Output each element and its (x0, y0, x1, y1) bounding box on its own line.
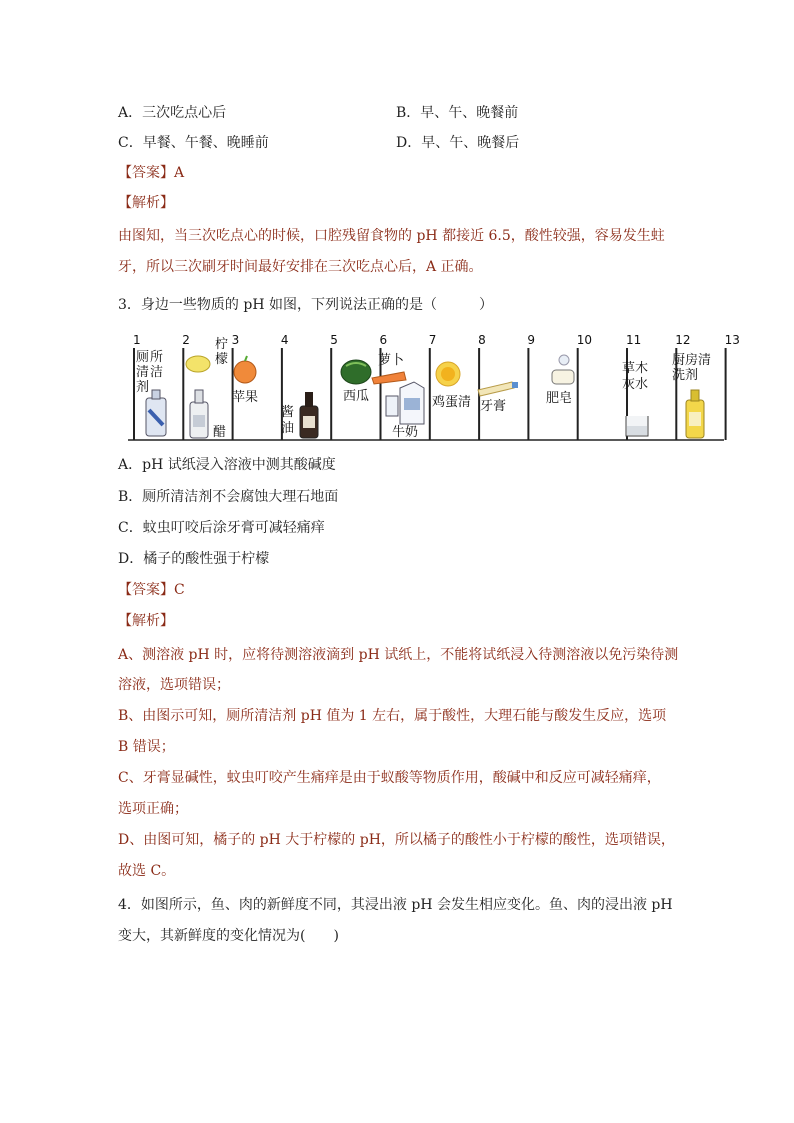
vinegar-label: 醋 (213, 425, 227, 440)
q3-analysis-line-3: B、由图示可知，厕所清洁剂 pH 值为 1 左右，属于酸性，大理石能与酸发生反应，选项 (118, 708, 667, 724)
apple-icon (234, 356, 256, 383)
milk-label: 牛奶 (392, 425, 419, 440)
beaker-icon (626, 416, 648, 436)
q4-stem-line-1: 4．如图所示，鱼、肉的新鲜度不同，其浸出液 pH 会发生相应变化。鱼、肉的浸出液 pH (118, 897, 673, 913)
q3-analysis-line-8: 故选 C。 (118, 863, 176, 879)
q4-stem-line-2: 变大，其新鲜度的变化情况为( ) (118, 928, 339, 944)
ph-tick-label-9: 9 (527, 333, 536, 347)
ph-tick-label-8: 8 (478, 333, 486, 347)
toilet-cleaner-label-5: 剂 (136, 380, 150, 395)
q2-option-c: C．早餐、午餐、晚睡前 (118, 135, 269, 151)
q3-analysis-label: 【解析】 (118, 613, 174, 629)
q3-option-b: B．厕所清洁剂不会腐蚀大理石地面 (118, 489, 339, 505)
ph-tick-label-13: 13 (724, 333, 740, 347)
milk-carton-icon (386, 382, 424, 424)
radish-label: 萝卜 (378, 353, 405, 368)
toilet-cleaner-bottle-icon (146, 390, 166, 436)
lemon-icon (186, 356, 210, 372)
ph-tick-label-6: 6 (379, 333, 388, 347)
toilet-cleaner-label-4: 洁 (150, 365, 164, 380)
q3-option-d: D．橘子的酸性强于柠檬 (118, 551, 270, 567)
q2-option-d: D．早、午、晚餐后 (396, 135, 520, 151)
ph-tick-label-4: 4 (280, 333, 289, 347)
ph-tick-label-11: 11 (626, 333, 642, 347)
ph-tick-label-1: 1 (133, 333, 141, 347)
ph-tick-label-10: 10 (576, 333, 592, 347)
ash-water-label-1: 草木 (622, 361, 649, 376)
kitchen-cleaner-label-2: 洗剂 (672, 368, 699, 383)
kitchen-cleaner-label-1: 厨房清 (672, 353, 712, 368)
egg-white-label: 鸡蛋清 (432, 395, 472, 410)
ph-tick-label-2: 2 (182, 333, 190, 347)
ph-tick-label-5: 5 (330, 333, 338, 347)
lemon-label-2: 檬 (215, 352, 229, 367)
q3-analysis-line-1: A、测溶液 pH 时，应将待测溶液滴到 pH 试纸上，不能将试纸浸入待测溶液以免污染待测 (118, 647, 679, 663)
q3-answer: 【答案】C (118, 582, 185, 598)
ph-tick-label-3: 3 (231, 333, 240, 347)
toothpaste-label: 牙膏 (480, 399, 507, 414)
watermelon-label: 西瓜 (343, 389, 370, 404)
watermelon-icon (341, 360, 371, 384)
apple-label: 苹果 (232, 390, 259, 405)
toothpaste-icon (478, 382, 518, 396)
q2-option-b: B．早、午、晚餐前 (396, 105, 519, 121)
egg-icon (436, 362, 460, 386)
soap-icon (552, 355, 574, 384)
q3-analysis-line-2: 溶液，选项错误； (118, 677, 230, 693)
kitchen-cleaner-bottle-icon (686, 390, 704, 438)
soy-sauce-label-2: 油 (281, 421, 295, 436)
ph-scale-figure (128, 330, 740, 442)
q2-option-a: A．三次吃点心后 (118, 105, 227, 121)
soy-sauce-bottle-icon (300, 392, 318, 438)
vinegar-bottle-icon (190, 390, 208, 438)
q3-analysis-line-4: B 错误； (118, 739, 175, 755)
radish-icon (372, 372, 406, 384)
lemon-label-1: 柠 (215, 337, 229, 352)
q2-analysis-line-2: 牙，所以三次刷牙时间最好安排在三次吃点心后，A 正确。 (118, 259, 483, 275)
ph-tick-label-12: 12 (675, 333, 691, 347)
q2-analysis-label: 【解析】 (118, 195, 174, 211)
q3-option-c: C．蚊虫叮咬后涂牙膏可减轻痛痒 (118, 520, 325, 536)
q3-analysis-line-6: 选项正确； (118, 801, 188, 817)
soy-sauce-label-1: 酱 (281, 405, 295, 420)
q3-option-a: A．pH 试纸浸入溶液中测其酸碱度 (118, 457, 336, 473)
q3-stem: 3．身边一些物质的 pH 如图，下列说法正确的是（ ） (118, 297, 493, 313)
toilet-cleaner-label-1: 厕 (136, 350, 150, 365)
ph-tick-label-7: 7 (428, 333, 437, 347)
q2-answer: 【答案】A (118, 165, 185, 181)
q3-analysis-line-5: C、牙膏显碱性，蚊虫叮咬产生痛痒是由于蚁酸等物质作用，酸碱中和反应可减轻痛痒， (118, 770, 661, 786)
q3-analysis-line-7: D、由图可知，橘子的 pH 大于柠檬的 pH，所以橘子的酸性小于柠檬的酸性，选项错误， (118, 832, 675, 848)
q2-analysis-line-1: 由图知，当三次吃点心的时候，口腔残留食物的 pH 都接近 6.5，酸性较强，容易发生蛀 (118, 228, 665, 244)
soap-label: 肥皂 (546, 391, 573, 406)
toilet-cleaner-label-2: 所 (150, 350, 164, 365)
toilet-cleaner-label-3: 清 (136, 365, 150, 380)
ash-water-label-2: 灰水 (622, 377, 649, 392)
